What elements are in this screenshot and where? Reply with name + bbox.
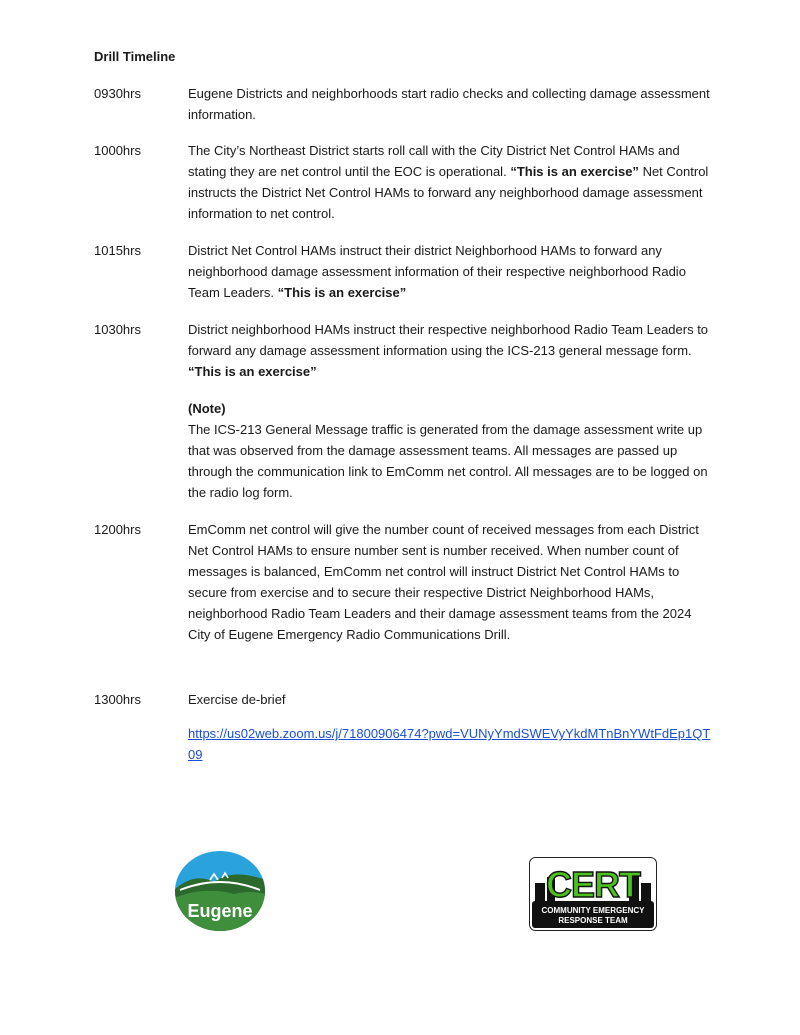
page-title: Drill Timeline xyxy=(94,49,176,64)
entry-text-part: District Net Control HAMs instruct their district Neighborhood HAMs to forward any neighborhood damage assessment information of their respective neighborhood Radio Team Leaders. xyxy=(188,243,686,300)
exercise-phrase: “This is an exercise” xyxy=(277,285,407,300)
timeline-entry xyxy=(94,689,714,710)
entry-text xyxy=(188,140,710,224)
entry-text: Exercise de-brief xyxy=(188,692,286,707)
note-block xyxy=(188,398,714,503)
note-title: (Note) xyxy=(188,401,226,416)
timeline-entry xyxy=(94,519,714,645)
note-text: The ICS-213 General Message traffic is generated from the damage assessment write up that was observed from the damage assessment teams. All messages are passed up through the communication link to EmComm net control. All messages are to be logged on the radio log form. xyxy=(188,422,708,500)
eugene-logo xyxy=(174,850,266,932)
entry-text-part: Net Control instructs the District Net Control HAMs to forward any neighborhood damage assessment information to net control. xyxy=(188,164,709,221)
cert-line-2: RESPONSE TEAM xyxy=(558,916,628,925)
entry-time: 0930hrs xyxy=(94,86,141,101)
entry-time: 1200hrs xyxy=(94,522,141,537)
entry-time: 1015hrs xyxy=(94,243,141,258)
entry-time: 1030hrs xyxy=(94,322,141,337)
timeline-entry xyxy=(94,83,714,125)
entry-text xyxy=(188,319,710,382)
entry-text xyxy=(188,240,710,303)
entry-time: 1300hrs xyxy=(94,692,141,707)
exercise-phrase: “This is an exercise” xyxy=(510,164,639,179)
zoom-meeting-link[interactable]: https://us02web.zoom.us/j/71800906474?pwd=VUNyYmdSWEVyYkdMTnBnYWtFdEp1QT09 xyxy=(188,726,711,762)
cert-logo xyxy=(529,857,657,931)
timeline-entry xyxy=(94,319,714,382)
exercise-phrase: “This is an exercise” xyxy=(188,364,317,379)
entry-text-part: District neighborhood HAMs instruct their respective neighborhood Radio Team Leaders to forward any damage assessment information using the ICS-213 general message form. xyxy=(188,322,709,358)
entry-text: EmComm net control will give the number count of received messages from each District Net Control HAMs to ensure number sent is number received. When number count of messages is balanced, EmComm net control will instruct District Net Control HAMs to secure from exercise and to secure their respective District Neighborhood HAMs, neighborhood Radio Team Leaders and their damage assessment teams from the 2024 City of Eugene Emergency Radio Communications Drill. xyxy=(188,522,699,642)
timeline-entry xyxy=(94,140,714,224)
zoom-link-block xyxy=(188,723,714,765)
entry-time: 1000hrs xyxy=(94,143,141,158)
cert-wordmark: CERT xyxy=(546,864,640,905)
cert-line-1: COMMUNITY EMERGENCY xyxy=(541,906,645,915)
entry-text-part: The City’s Northeast District starts roll call with the City District Net Control HAMs and stating they are net control until the EOC is operational. xyxy=(188,143,680,179)
timeline-entry xyxy=(94,240,714,303)
logo-eugene-text: Eugene xyxy=(187,901,253,921)
entry-text: Eugene Districts and neighborhoods start radio checks and collecting damage assessment information. xyxy=(188,86,710,122)
